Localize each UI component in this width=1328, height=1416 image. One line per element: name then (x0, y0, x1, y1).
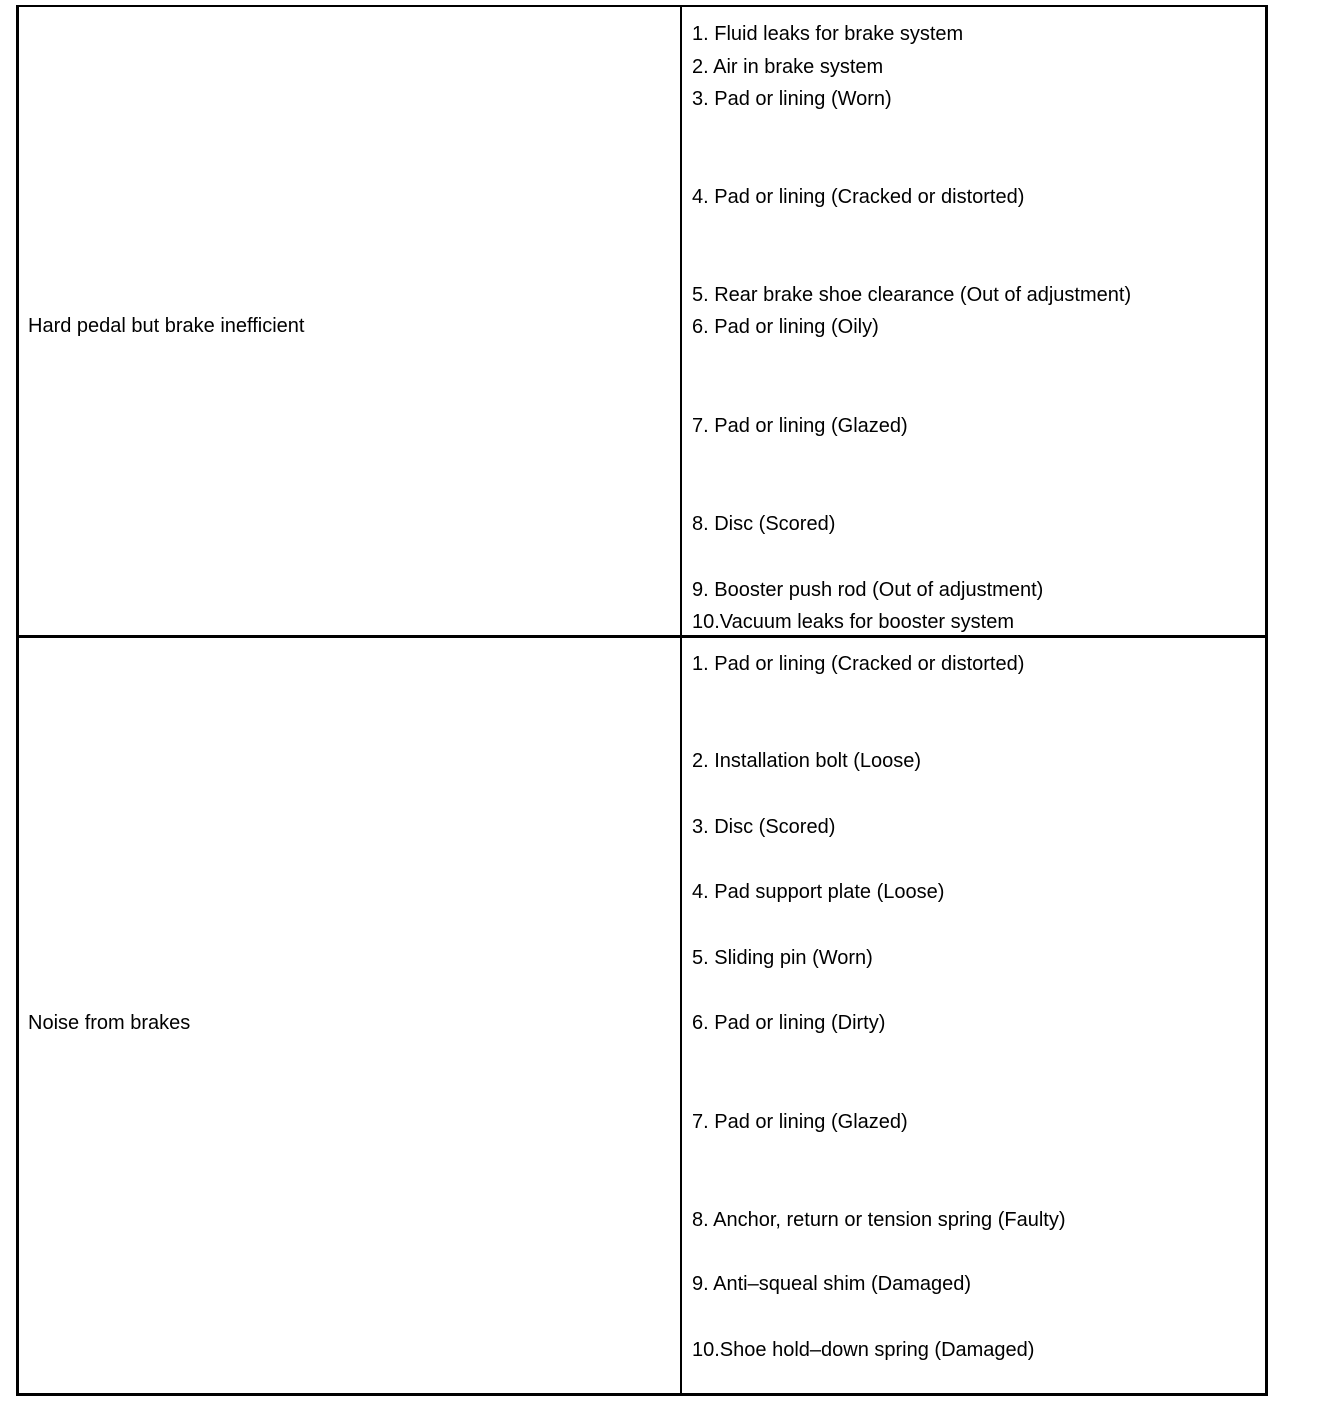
symptom-noise: Noise from brakes (28, 1012, 191, 1034)
cause-item: 8. Disc (Scored) (692, 513, 836, 535)
troubleshooting-table (16, 5, 1268, 1396)
cause-item: 9. Booster push rod (Out of adjustment) (692, 579, 1044, 601)
row-divider (19, 635, 1265, 638)
column-divider (680, 7, 682, 1393)
cause-item: 6. Pad or lining (Oily) (692, 316, 879, 338)
cause-item: 1. Fluid leaks for brake system (692, 23, 964, 45)
cause-item: 2. Air in brake system (692, 56, 884, 78)
cause-item: 4. Pad or lining (Cracked or distorted) (692, 186, 1025, 208)
cause-item: 7. Pad or lining (Glazed) (692, 415, 908, 437)
cause-item: 10.Shoe hold–down spring (Damaged) (692, 1339, 1035, 1361)
cause-item: 8. Anchor, return or tension spring (Faulty) (692, 1209, 1066, 1231)
cause-item: 3. Pad or lining (Worn) (692, 88, 892, 110)
cause-item: 7. Pad or lining (Glazed) (692, 1111, 908, 1133)
cause-item: 10.Vacuum leaks for booster system (692, 611, 1014, 633)
cause-item: 5. Sliding pin (Worn) (692, 947, 873, 969)
cause-item: 6. Pad or lining (Dirty) (692, 1012, 886, 1034)
symptom-hard-pedal: Hard pedal but brake inefficient (28, 315, 305, 337)
cause-item: 4. Pad support plate (Loose) (692, 881, 945, 903)
cause-item: 5. Rear brake shoe clearance (Out of adjustment) (692, 284, 1132, 306)
cause-item: 3. Disc (Scored) (692, 816, 836, 838)
cause-item: 9. Anti–squeal shim (Damaged) (692, 1273, 972, 1295)
cause-item: 1. Pad or lining (Cracked or distorted) (692, 653, 1025, 675)
cause-item: 2. Installation bolt (Loose) (692, 750, 922, 772)
